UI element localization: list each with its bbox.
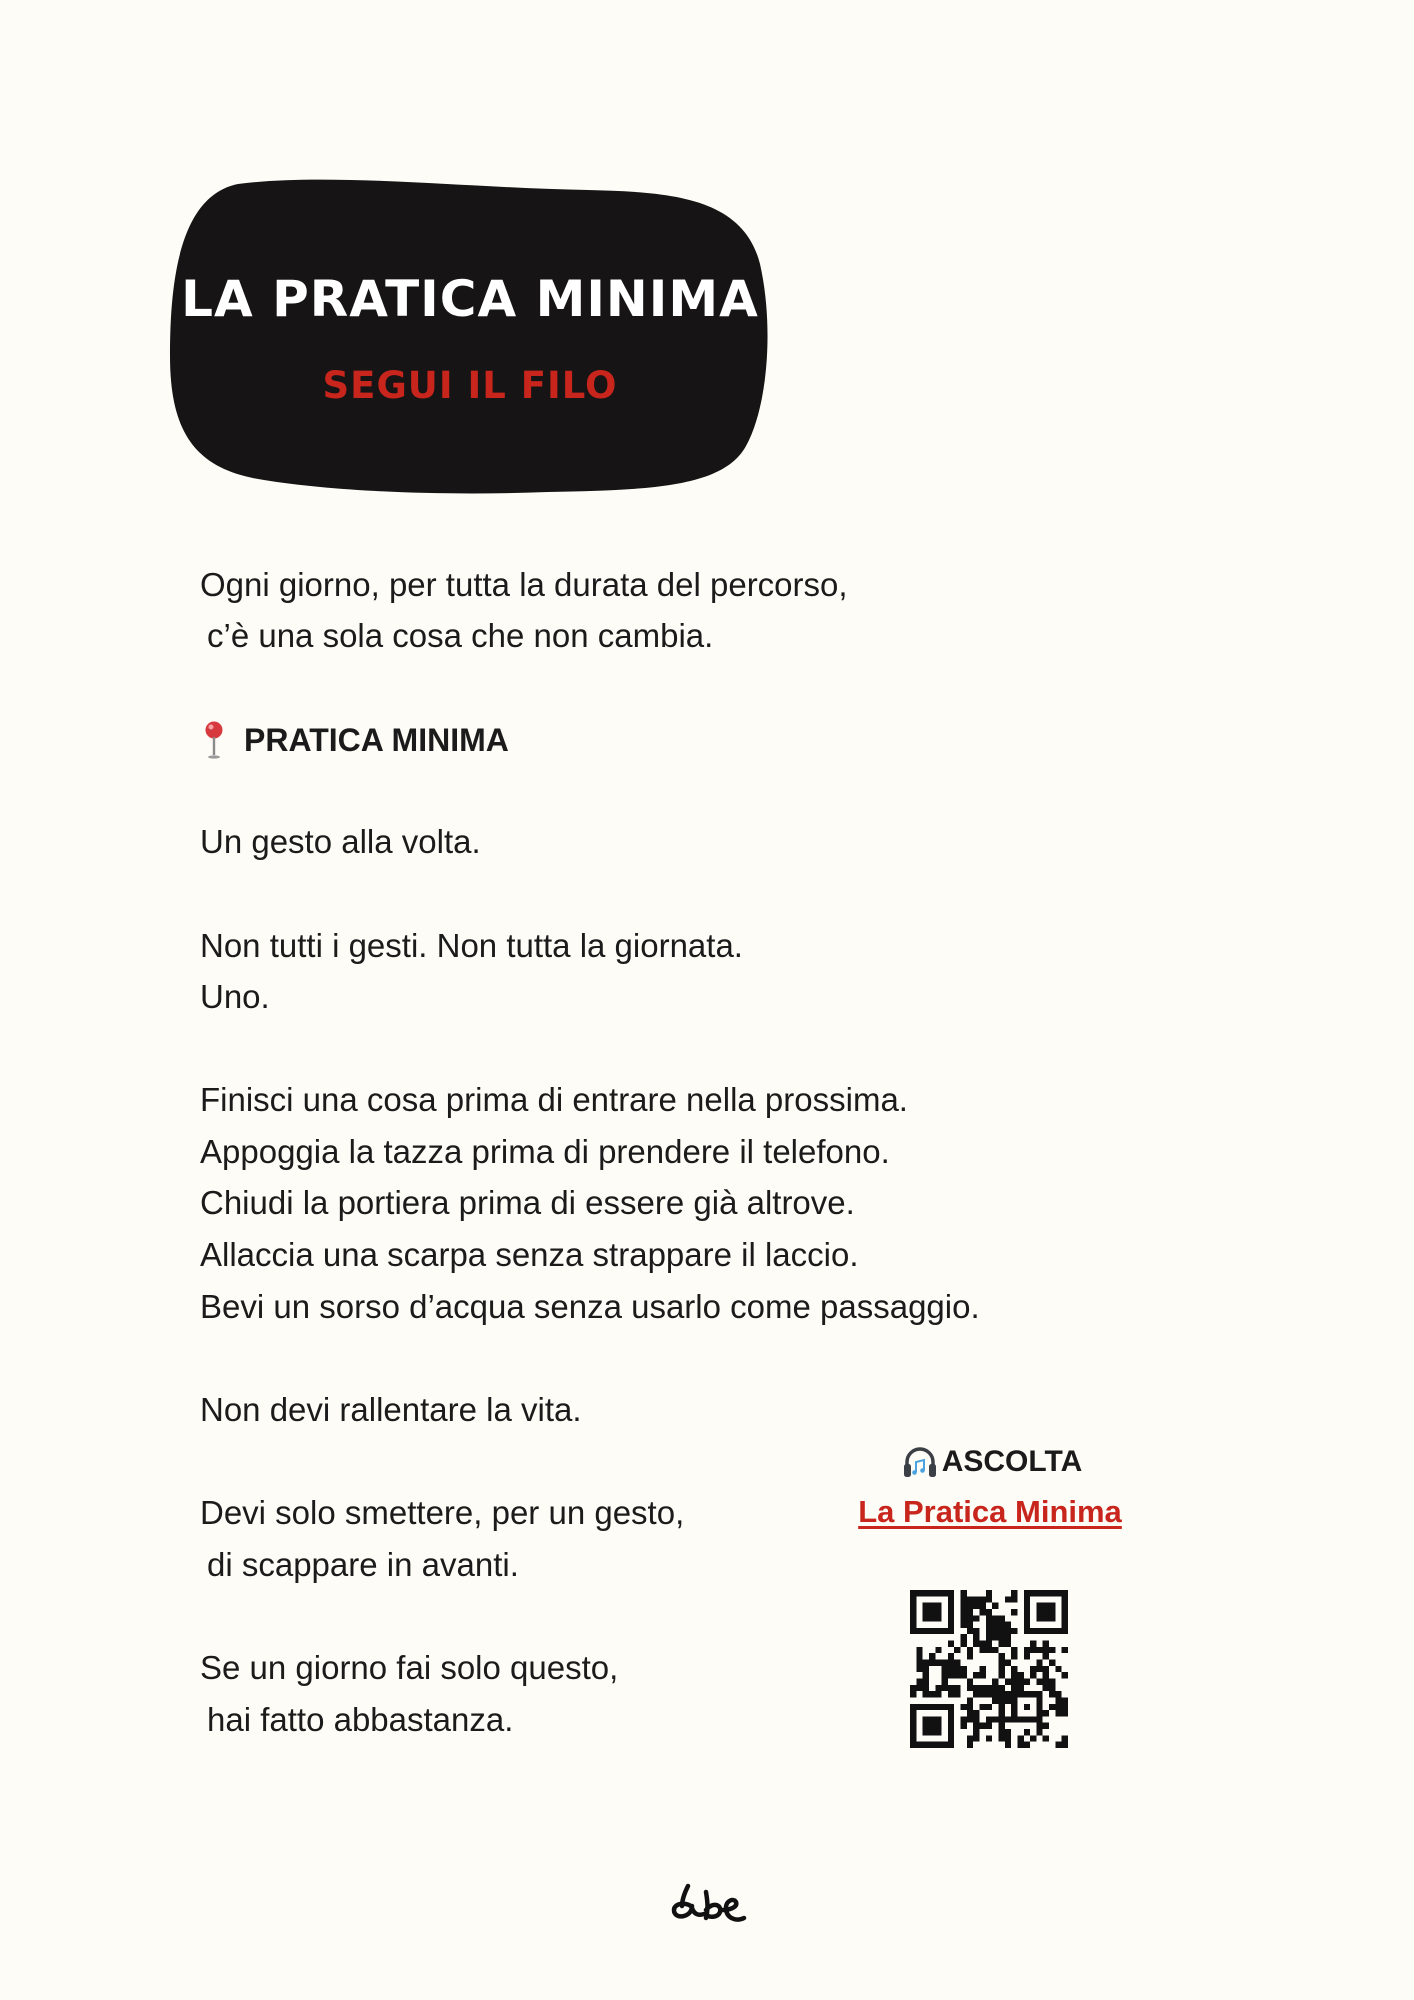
body-line: Se un giorno fai solo questo, xyxy=(200,1649,619,1686)
section-heading xyxy=(200,718,509,762)
title-blob-shape xyxy=(168,176,772,496)
section-heading-label: PRATICA MINIMA xyxy=(244,722,509,758)
body-line: Non tutti i gesti. Non tutta la giornata. xyxy=(200,927,743,964)
body-line: di scappare in avanti. xyxy=(207,1546,519,1583)
listen-label: ASCOLTA xyxy=(941,1445,1083,1478)
page-subtitle: SEGUI IL FILO xyxy=(322,364,618,407)
body-line: Bevi un sorso d’acqua senza usarlo come passaggio. xyxy=(200,1288,980,1325)
body-line: hai fatto abbastanza. xyxy=(207,1701,514,1738)
body-line: Finisci una cosa prima di entrare nella prossima. xyxy=(200,1081,908,1118)
body-line: Un gesto alla volta. xyxy=(200,823,481,860)
intro-line-2: c’è una sola cosa che non cambia. xyxy=(207,617,714,654)
body-line: Appoggia la tazza prima di prendere il telefono. xyxy=(200,1133,890,1170)
listen-link[interactable]: La Pratica Minima xyxy=(858,1494,1122,1529)
body-line: Allaccia una scarpa senza strappare il laccio. xyxy=(200,1236,859,1273)
body-line: Devi solo smettere, per un gesto, xyxy=(200,1494,685,1531)
pin-icon xyxy=(200,720,228,760)
body-line: Chiudi la portiera prima di essere già altrove. xyxy=(200,1184,855,1221)
intro-line-1: Ogni giorno, per tutta la durata del percorso, xyxy=(200,566,848,603)
listen-heading xyxy=(862,1442,1122,1482)
headphones-icon xyxy=(902,1445,938,1479)
qr-code[interactable] xyxy=(910,1590,1068,1748)
body-line: Uno. xyxy=(200,978,270,1015)
page-title: LA PRATICA MINIMA xyxy=(181,270,759,328)
publisher-logo xyxy=(668,1880,748,1936)
body-line: Non devi rallentare la vita. xyxy=(200,1391,582,1428)
